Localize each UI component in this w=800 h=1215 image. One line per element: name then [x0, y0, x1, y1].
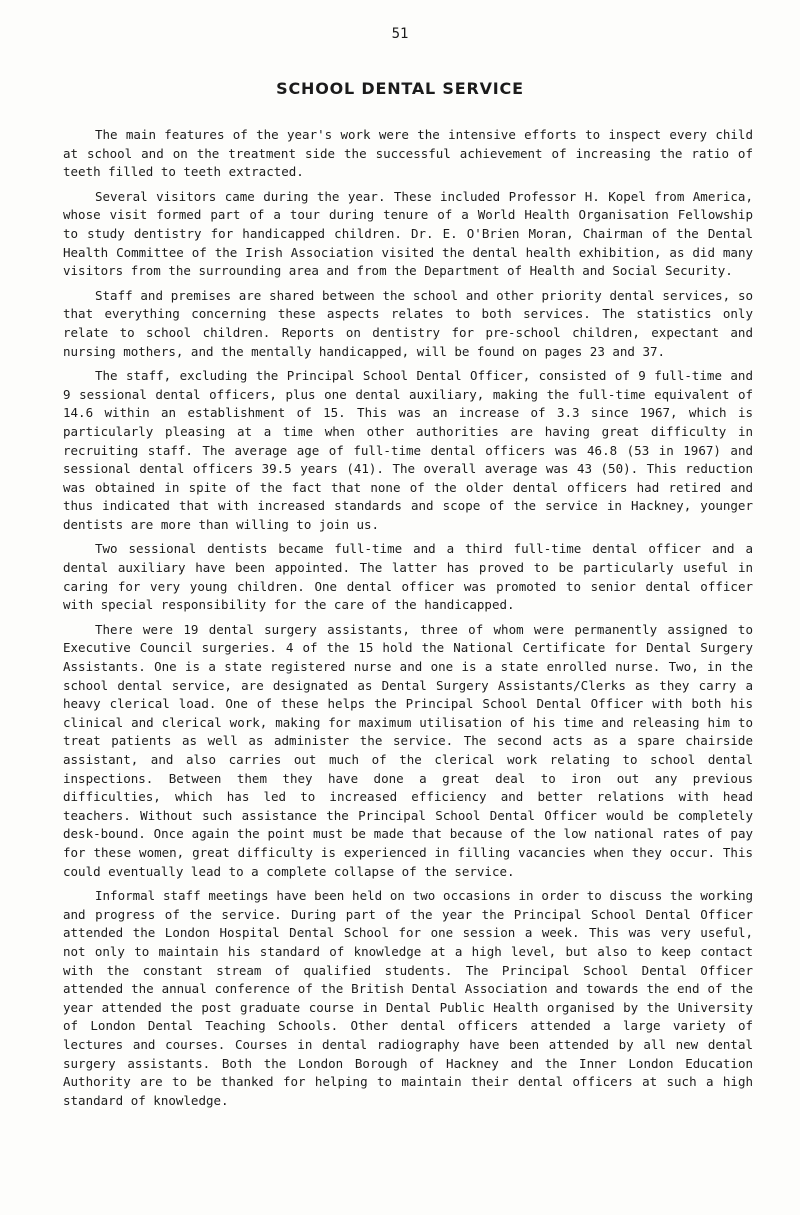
paragraph: Staff and premises are shared between the school and other priority dental services, so that everything concerning these aspects relates to both services. The statistics only relate to school children. Reports on dentistry for pre-school children, expectant and nursing mothers, and the mentally handicapped, will be found on pages 23 and 37.: [63, 287, 753, 359]
document-body: [63, 126, 753, 1116]
paragraph: The main features of the year's work were the intensive efforts to inspect every child at school and on the treatment side the successful achievement of increasing the ratio of teeth filled to teeth extracted.: [63, 127, 753, 180]
page-number: 51: [391, 26, 409, 42]
paragraph: The staff, excluding the Principal School Dental Officer, consisted of 9 full-time and 9 sessional dental officers, plus one dental auxiliary, making the full-time equivalent of 14.6 within an establishment of 15. This was an increase of 3.3 since 1967, which is particularly pleasing at a time when other authorities are having great difficulty in recruiting staff. The average age of full-time dental officers was 46.8 (53 in 1967) and sessional dental officers 39.5 years (41). The overall average was 43 (50). This reduction was obtained in spite of the fact that none of the older dental officers had retired and thus indicated that with increased standards and scope of the service in Hackney, younger dentists are more than willing to join us.: [63, 368, 753, 532]
paragraph: Several visitors came during the year. These included Professor H. Kopel from America, whose visit formed part of a tour during tenure of a World Health Organisation Fellowship to study dentistry for handicapped children. Dr. E. O'Brien Moran, Chairman of the Dental Health Committee of the Irish Association visited the dental health exhibition, as did many visitors from the surrounding area and from the Department of Health and Social Security.: [63, 188, 753, 279]
paragraph: There were 19 dental surgery assistants, three of whom were permanently assigned to Executive Council surgeries. 4 of the 15 hold the National Certificate for Dental Surgery Assistants. One is a state registered nurse and one is a state enrolled nurse. Two, in the school dental service, are designated as Dental Surgery Assistants/Clerks as they carry a heavy clerical load. One of these helps the Principal School Dental Officer with both his clinical and clerical work, making for maximum utilisation of his time and releasing him to treat patients as well as administer the service. The second acts as a spare chairside assistant, and also carries out much of the clerical work relating to school dental inspections. Between them they have done a great deal to iron out any previous difficulties, which has led to increased efficiency and better relations with head teachers. Without such assistance the Principal School Dental Officer would be completely desk-bound. Once again the point must be made that because of the low national rates of pay for these women, great difficulty is experienced in filling vacancies when they occur. This could eventually lead to a complete collapse of the service.: [63, 621, 753, 879]
page-title: SCHOOL DENTAL SERVICE: [276, 79, 524, 98]
paragraph: Informal staff meetings have been held on two occasions in order to discuss the working and progress of the service. During part of the year the Principal School Dental Officer attended the London Hospital Dental School for one session a week. This was very useful, not only to maintain his standard of knowledge at a high level, but also to keep contact with the constant stream of qualified students. The Principal School Dental Officer attended the annual conference of the British Dental Association and towards the end of the year attended the post graduate course in Dental Public Health organised by the University of London Dental Teaching Schools. Other dental officers attended a large variety of lectures and courses. Courses in dental radiography have been attended by all new dental surgery assistants. Both the London Borough of Hackney and the Inner London Education Authority are to be thanked for helping to maintain their dental officers at such a high standard of knowledge.: [63, 888, 753, 1108]
paragraph: Two sessional dentists became full-time and a third full-time dental officer and a dental auxiliary have been appointed. The latter has proved to be particularly useful in caring for very young children. One dental officer was promoted to senior dental officer with special responsibility for the care of the handicapped.: [63, 541, 753, 613]
